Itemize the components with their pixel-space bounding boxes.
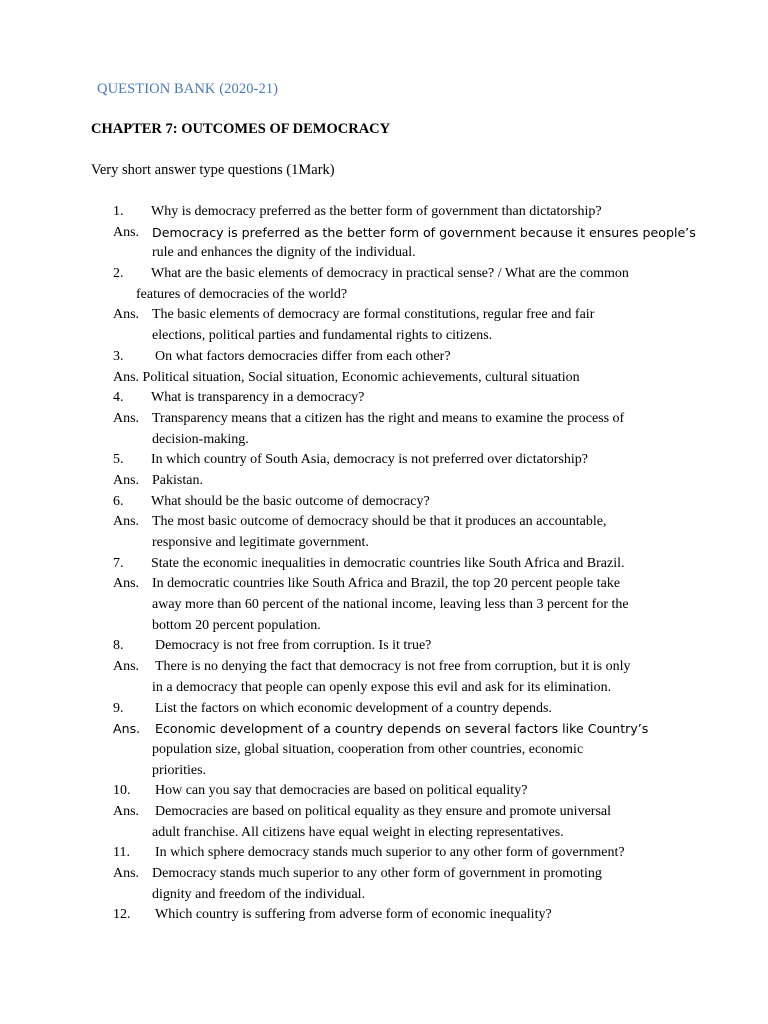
answer-row (0, 409, 768, 430)
question-number: 11. (113, 845, 130, 861)
question-answer-list (0, 202, 768, 926)
answer-row (0, 657, 768, 678)
answer-row (0, 885, 768, 906)
answer-row (0, 574, 768, 595)
answer-row (0, 326, 768, 347)
question-text: What are the basic elements of democracy in practical sense? / What are the common (151, 266, 629, 282)
answer-text: Transparency means that a citizen has the right and means to examine the process of (152, 410, 625, 426)
answer-label: Ans. (113, 803, 140, 819)
answer-row (0, 471, 768, 492)
answer-label: Ans. (113, 410, 140, 426)
answer-text: Democracies are based on political equality as they ensure and promote universal (155, 803, 611, 819)
question-number: 9. (113, 700, 124, 716)
question-number: 10. (113, 783, 131, 799)
answer-text: Economic development of a country depends on several factors like Country’s (155, 721, 649, 737)
answer-row (0, 430, 768, 451)
answer-row (0, 595, 768, 616)
answer-row (0, 802, 768, 823)
question-number: 12. (113, 907, 131, 923)
answer-text: dignity and freedom of the individual. (152, 886, 366, 902)
question-text: On what factors democracies differ from each other? (155, 348, 451, 364)
question-text: Democracy is not free from corruption. Is it true? (155, 638, 432, 654)
answer-row (0, 305, 768, 326)
question-text: What should be the basic outcome of democracy? (151, 493, 430, 509)
question-number: 7. (113, 555, 124, 571)
question-row (0, 781, 768, 802)
answer-text: responsive and legitimate government. (152, 535, 369, 550)
answer-label: Ans. (113, 659, 140, 675)
question-number: 6. (113, 493, 124, 509)
question-text: In which country of South Asia, democracy is not preferred over dictatorship? (151, 452, 588, 468)
answer-row (0, 864, 768, 885)
question-text: How can you say that democracies are based on political equality? (155, 783, 528, 799)
answer-text: Democracy is preferred as the better form of government because it ensures people’s (152, 224, 696, 240)
answer-label: Ans. (113, 514, 140, 530)
question-row (0, 636, 768, 657)
answer-text: There is no denying the fact that democracy is not free from corruption, but it is only (155, 659, 631, 675)
question-row (0, 843, 768, 864)
question-number: 2. (113, 266, 124, 282)
answer-text: bottom 20 percent population. (152, 617, 321, 633)
answer-row (0, 616, 768, 637)
answer-row (0, 719, 768, 740)
answer-text: priorities. (152, 762, 207, 778)
answer-text: away more than 60 percent of the national income, leaving less than 3 percent for the (152, 597, 629, 613)
answer-label: Ans. (113, 224, 140, 240)
question-number: 5. (113, 452, 124, 468)
question-row (0, 264, 768, 285)
question-number: 3. (113, 348, 124, 364)
answer-row (0, 533, 768, 554)
answer-text: In democratic countries like South Africa and Brazil, the top 20 percent people take (152, 576, 621, 592)
answer-text: rule and enhances the dignity of the individual. (152, 245, 416, 261)
question-number: 4. (113, 390, 124, 406)
answer-label: Ans. (113, 576, 140, 592)
question-row (0, 554, 768, 575)
answer-row (0, 368, 768, 389)
question-row (0, 202, 768, 223)
answer-row (0, 512, 768, 533)
section-title: Very short answer type questions (1Mark) (91, 162, 335, 178)
question-text: Why is democracy preferred as the better form of government than dictatorship? (151, 204, 602, 219)
answer-text: Ans. Political situation, Social situation, Economic achievements, cultural situation (113, 369, 580, 385)
question-text: List the factors on which economic development of a country depends. (155, 700, 552, 716)
question-bank-title: QUESTION BANK (2020-21) (97, 81, 279, 97)
answer-text: decision-making. (152, 431, 249, 447)
question-row (0, 285, 768, 306)
answer-text: The most basic outcome of democracy should be that it produces an accountable, (152, 514, 607, 530)
answer-row (0, 740, 768, 761)
answer-row (0, 761, 768, 782)
question-text: In which sphere democracy stands much superior to any other form of government? (155, 845, 625, 861)
answer-text: Democracy stands much superior to any other form of government in promoting (152, 866, 602, 881)
question-row (0, 450, 768, 471)
answer-text: elections, political parties and fundamental rights to citizens. (152, 328, 493, 344)
chapter-title: CHAPTER 7: OUTCOMES OF DEMOCRACY (91, 121, 391, 137)
question-text: Which country is suffering from adverse form of economic inequality? (155, 907, 552, 923)
question-text: What is transparency in a democracy? (151, 390, 365, 406)
question-row (0, 388, 768, 409)
answer-label: Ans. (113, 721, 141, 737)
answer-row (0, 823, 768, 844)
answer-row (0, 678, 768, 699)
answer-text: Pakistan. (152, 472, 203, 488)
answer-text: adult franchise. All citizens have equal weight in electing representatives. (152, 824, 564, 840)
answer-text: in a democracy that people can openly expose this evil and ask for its elimination. (152, 679, 612, 695)
question-row (0, 347, 768, 368)
question-number: 8. (113, 638, 124, 654)
answer-text: The basic elements of democracy are formal constitutions, regular free and fair (152, 307, 595, 323)
answer-row (0, 223, 768, 244)
answer-label: Ans. (113, 472, 140, 488)
question-text: features of democracies of the world? (136, 286, 348, 302)
answer-text: population size, global situation, cooperation from other countries, economic (152, 741, 584, 757)
question-row (0, 492, 768, 513)
answer-label: Ans. (113, 307, 140, 323)
answer-row (0, 243, 768, 264)
question-row (0, 905, 768, 926)
question-row (0, 699, 768, 720)
question-number: 1. (113, 204, 124, 219)
question-text: State the economic inequalities in democratic countries like South Africa and Brazil. (151, 555, 625, 571)
answer-label: Ans. (113, 866, 140, 881)
